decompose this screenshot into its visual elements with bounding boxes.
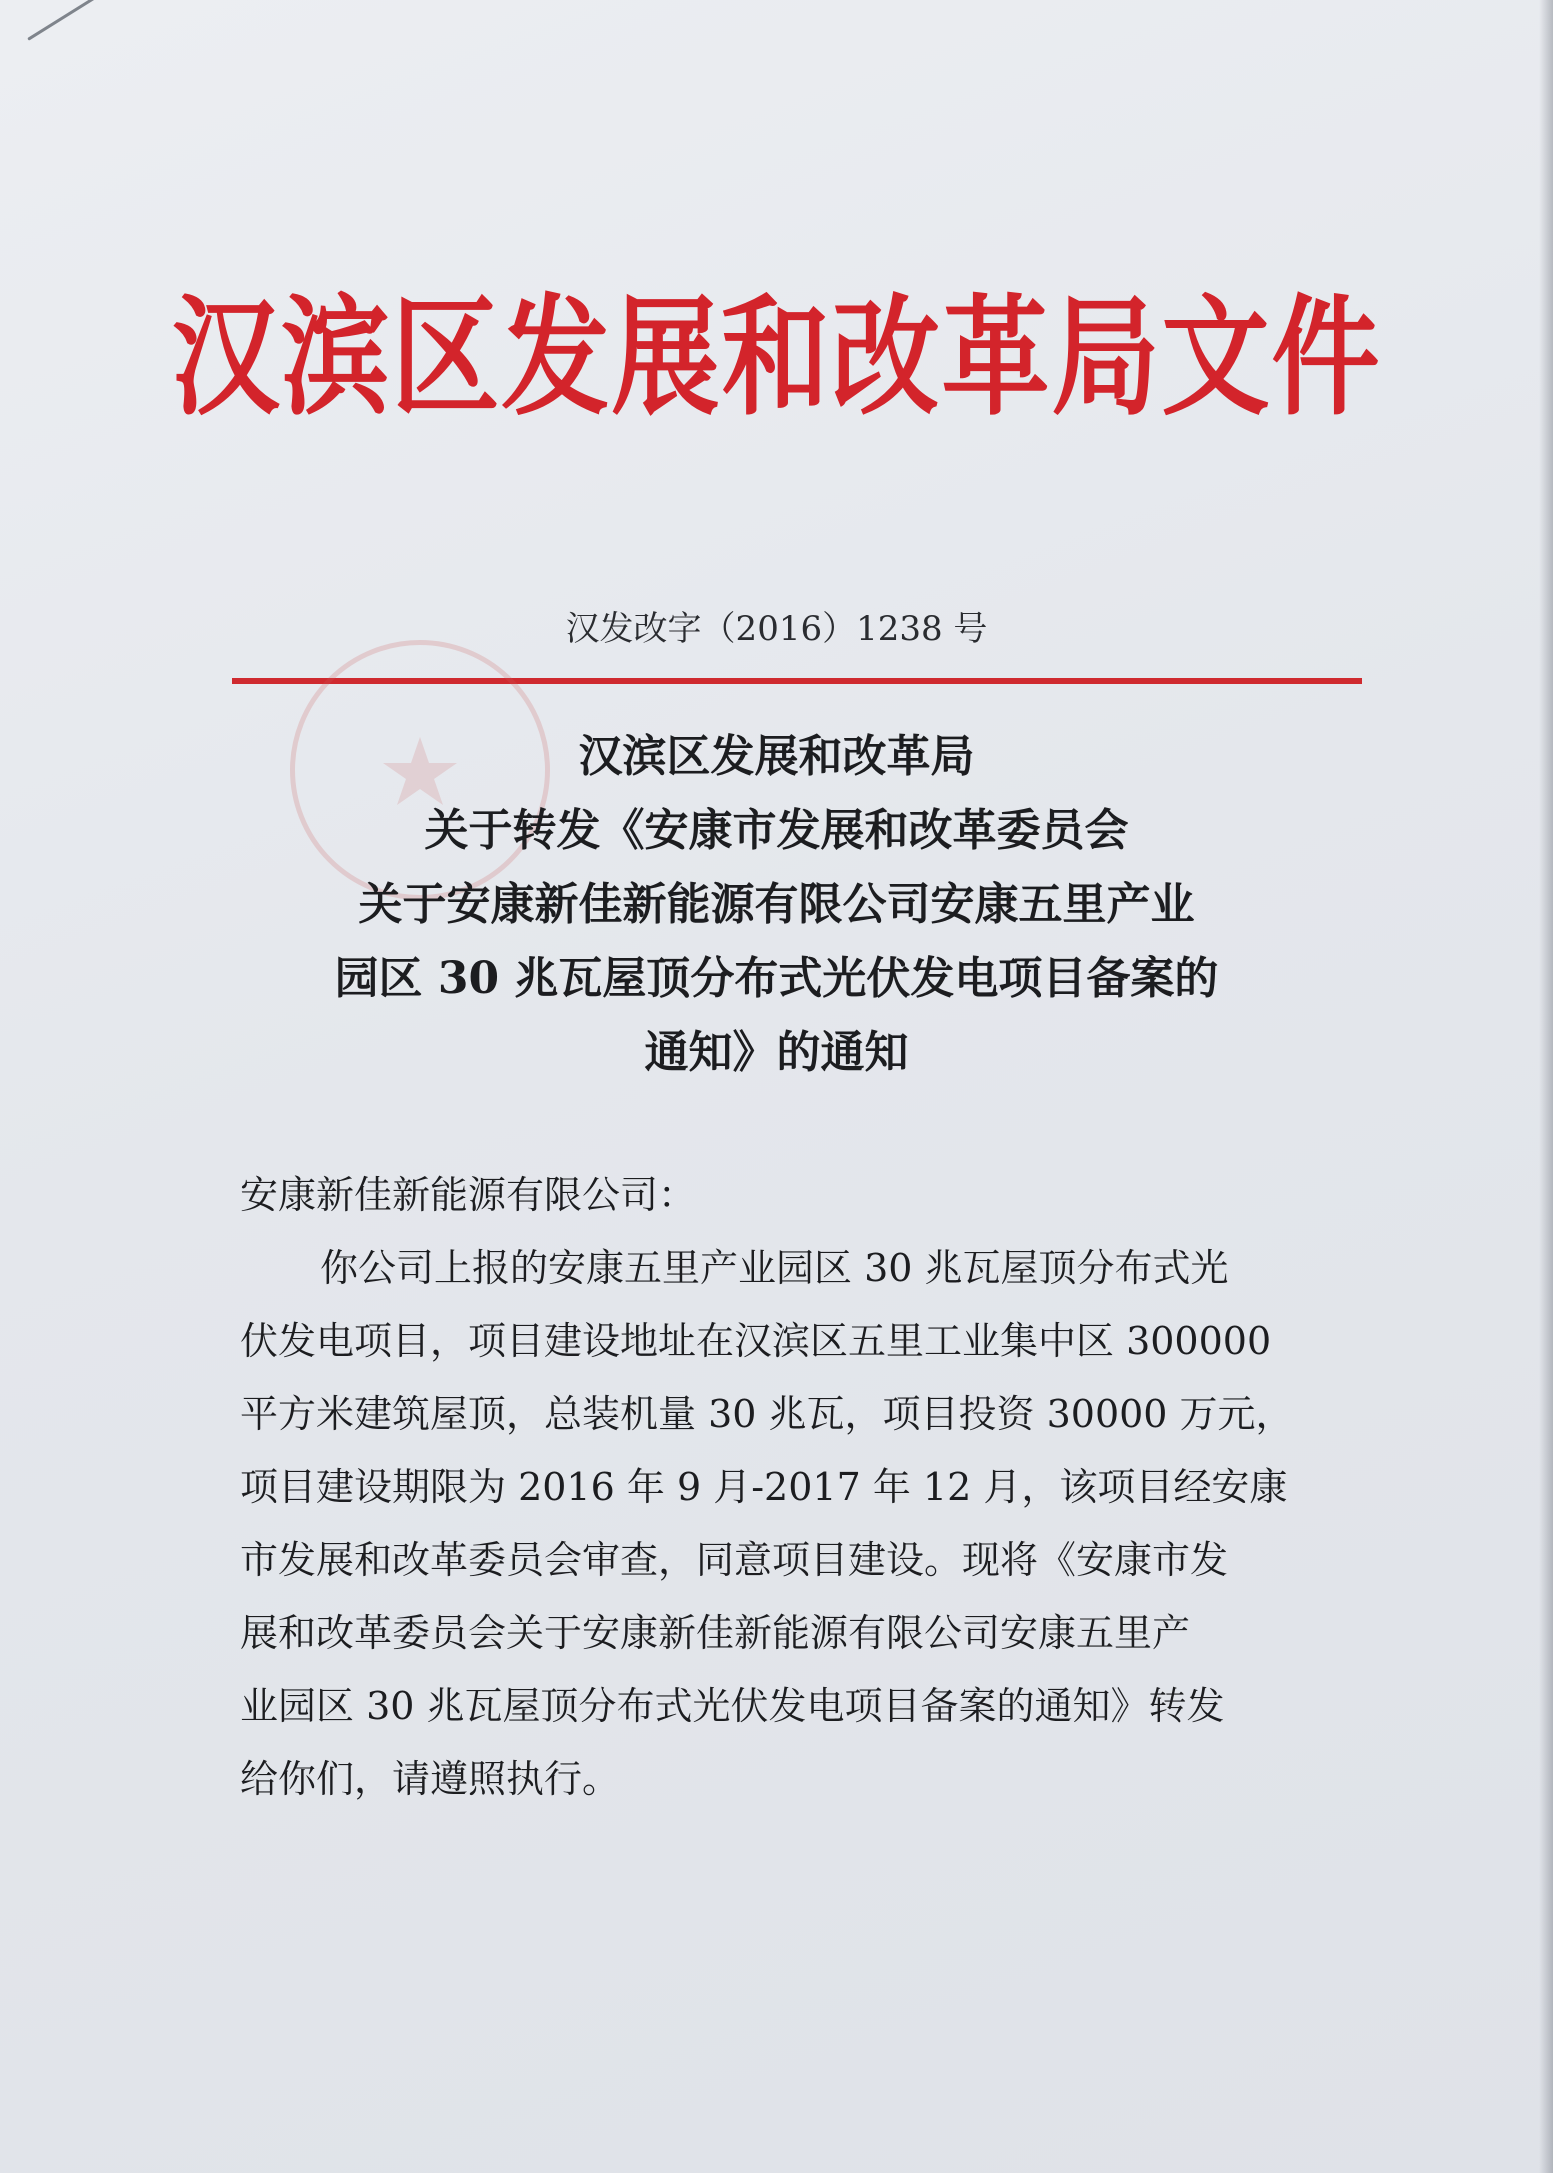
body-line: 你公司上报的安康五里产业园区 30 兆瓦屋顶分布式光	[320, 1246, 1229, 1290]
body-line: 平方米建筑屋顶，总装机量 30 兆瓦，项目投资 30000 万元，	[240, 1392, 1294, 1436]
body-line: 市发展和改革委员会审查，同意项目建设。现将《安康市发	[240, 1538, 1229, 1582]
document-body	[240, 1158, 1320, 1816]
title-line: 关于转发《安康市发展和改革委员会	[424, 805, 1129, 856]
title-line: 园区 30 兆瓦屋顶分布式光伏发电项目备案的	[334, 953, 1219, 1004]
document-number: 汉发改字（2016）1238 号	[565, 609, 988, 649]
document-masthead: 汉滨区发展和改革局文件	[171, 282, 1382, 434]
body-line: 展和改革委员会关于安康新佳新能源有限公司安康五里产	[240, 1611, 1191, 1655]
body-line: 业园区 30 兆瓦屋顶分布式光伏发电项目备案的通知》转发	[240, 1684, 1225, 1728]
body-line: 项目建设期限为 2016 年 9 月-2017 年 12 月，该项目经安康	[240, 1465, 1288, 1509]
body-paragraph	[240, 1232, 1320, 1816]
title-line: 通知》的通知	[644, 1027, 909, 1078]
title-line: 汉滨区发展和改革局	[578, 731, 975, 782]
document-title	[0, 720, 1553, 1090]
salutation: 安康新佳新能源有限公司：	[240, 1173, 697, 1217]
title-line: 关于安康新佳新能源有限公司安康五里产业	[358, 879, 1195, 930]
pencil-mark	[27, 0, 98, 41]
body-line: 给你们，请遵照执行。	[240, 1757, 621, 1801]
body-line: 伏发电项目，项目建设地址在汉滨区五里工业集中区 300000	[240, 1319, 1272, 1363]
